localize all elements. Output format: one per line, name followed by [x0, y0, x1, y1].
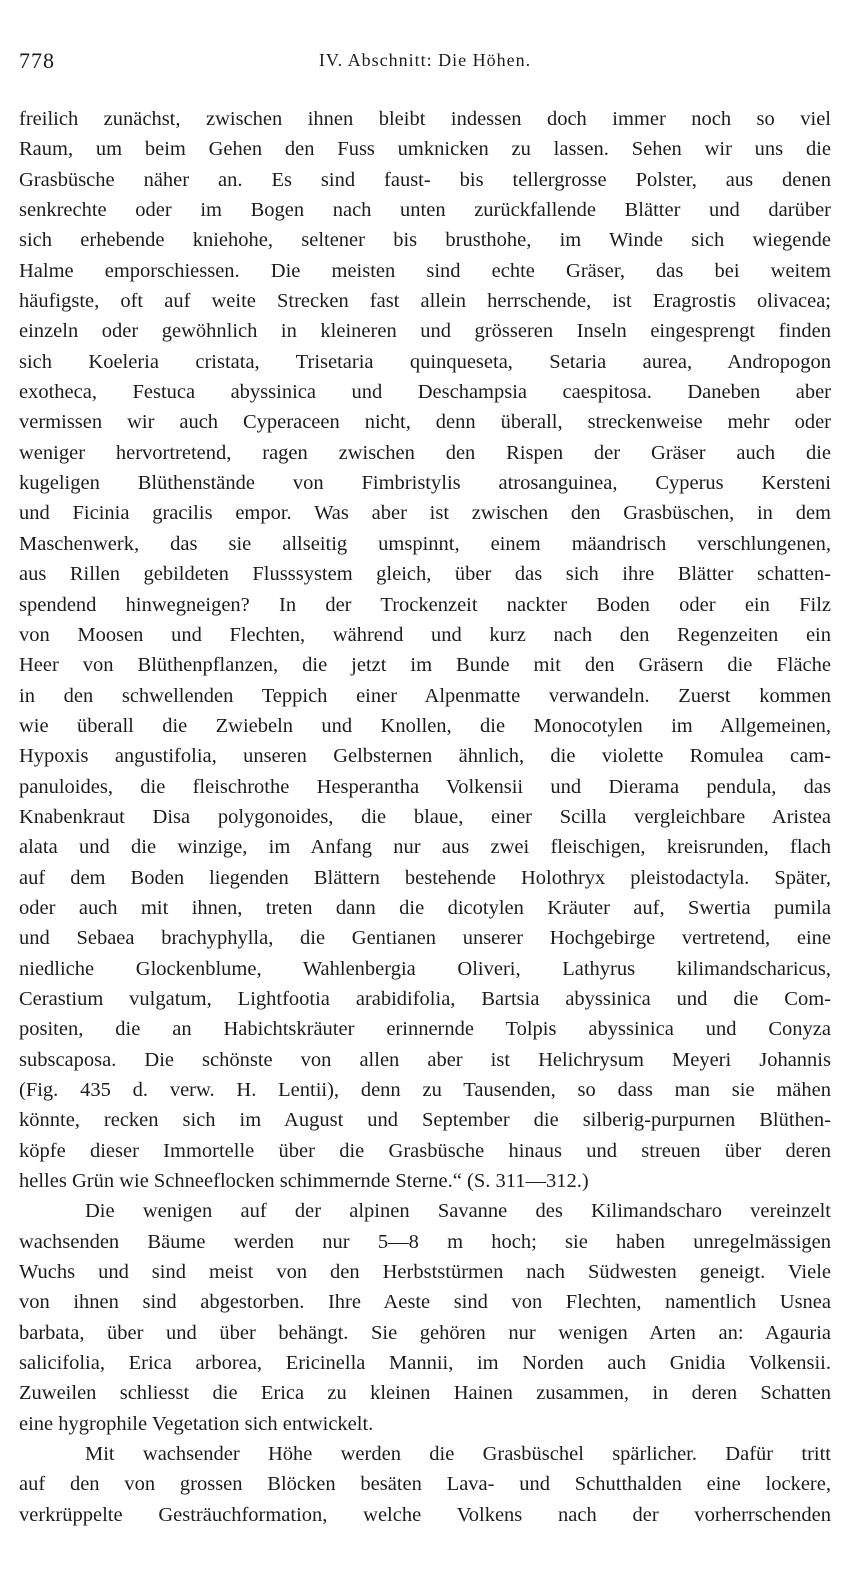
text-line: Halme emporschiessen. Die meisten sind echte Gräser, das bei weitem — [19, 259, 831, 282]
text-line: Wuchs und sind meist von den Herbststürmen nach Südwesten geneigt. Viele — [19, 1261, 831, 1284]
text-line: Heer von Blüthenpflanzen, die jetzt im Bunde mit den Gräsern die Fläche — [19, 654, 831, 677]
text-line: Die wenigen auf der alpinen Savanne des Kilimandscharo vereinzelt — [85, 1200, 831, 1223]
text-line: vermissen wir auch Cyperaceen nicht, denn überall, streckenweise mehr oder — [19, 411, 831, 434]
text-line: exotheca, Festuca abyssinica und Deschampsia caespitosa. Daneben aber — [19, 381, 831, 404]
text-line: Raum, um beim Gehen den Fuss umknicken zu lassen. Sehen wir uns die — [19, 138, 831, 161]
page-header — [19, 48, 831, 78]
text-line: alata und die winzige, im Anfang nur aus zwei fleischigen, kreisrunden, flach — [19, 836, 831, 859]
text-line: sich Koeleria cristata, Trisetaria quinqueseta, Setaria aurea, Andropogon — [19, 350, 831, 373]
text-line: einzeln oder gewöhnlich in kleineren und grösseren Inseln eingesprengt finden — [19, 320, 831, 343]
text-line: freilich zunächst, zwischen ihnen bleibt indessen doch immer noch so viel — [19, 108, 831, 130]
text-line: Cerastium vulgatum, Lightfootia arabidifolia, Bartsia abyssinica und die Com- — [19, 987, 831, 1010]
text-line: Zuweilen schliesst die Erica zu kleinen Hainen zusammen, in deren Schatten — [19, 1382, 831, 1405]
text-line: niedliche Glockenblume, Wahlenbergia Oliveri, Lathyrus kilimandscharicus, — [19, 957, 831, 980]
text-line: und Sebaea brachyphylla, die Gentianen unserer Hochgebirge vertretend, eine — [19, 927, 831, 950]
running-head: IV. Abschnitt: Die Höhen. — [318, 50, 532, 70]
text-line: Knabenkraut Disa polygonoides, die blaue, einer Scilla vergleichbare Aristea — [19, 805, 831, 828]
text-line: salicifolia, Erica arborea, Ericinella Mannii, im Norden auch Gnidia Volkensii. — [19, 1352, 831, 1375]
text-line: aus Rillen gebildeten Flusssystem gleich, über das sich ihre Blätter schatten- — [19, 563, 831, 586]
text-line: kugeligen Blüthenstände von Fimbristylis atrosanguinea, Cyperus Kersteni — [19, 472, 831, 495]
text-line: Maschenwerk, das sie allseitig umspinnt, einem mäandrisch verschlungenen, — [19, 532, 831, 555]
text-line: und Ficinia gracilis empor. Was aber ist zwischen den Grasbüschen, in dem — [19, 502, 831, 525]
text-line: oder auch mit ihnen, treten dann die dicotylen Kräuter auf, Swertia pumila — [19, 896, 831, 919]
text-line: positen, die an Habichtskräuter erinnernde Tolpis abyssinica und Conyza — [19, 1018, 831, 1041]
text-line: spendend hinwegneigen? In der Trockenzeit nackter Boden oder ein Filz — [19, 593, 831, 616]
text-line: könnte, recken sich im August und September die silberig-purpurnen Blüthen- — [19, 1109, 831, 1132]
text-line: häufigste, oft auf weite Strecken fast allein herrschende, ist Eragrostis olivacea; — [19, 290, 831, 313]
text-line: von Moosen und Flechten, während und kurz nach den Regenzeiten ein — [19, 623, 831, 646]
text-line: in den schwellenden Teppich einer Alpenmatte verwandeln. Zuerst kommen — [19, 684, 831, 707]
text-line: auf dem Boden liegenden Blättern bestehende Holothryx pleistodactyla. Später, — [19, 866, 831, 889]
text-line: wie überall die Zwiebeln und Knollen, die Monocotylen im Allgemeinen, — [19, 714, 831, 737]
text-line: Mit wachsender Höhe werden die Grasbüschel spärlicher. Dafür tritt — [85, 1443, 831, 1466]
text-line: senkrechte oder im Bogen nach unten zurückfallende Blätter und darüber — [19, 199, 831, 222]
text-line: weniger hervortretend, ragen zwischen den Rispen der Gräser auch die — [19, 441, 831, 464]
text-line: eine hygrophile Vegetation sich entwickelt. — [19, 1412, 374, 1435]
text-line: helles Grün wie Schneeflocken schimmernde Sterne.“ (S. 311—312.) — [19, 1170, 589, 1193]
text-line: köpfe dieser Immortelle über die Grasbüsche hinaus und streuen über deren — [19, 1139, 831, 1162]
text-line: verkrüppelte Gesträuchformation, welche Volkens nach der vorherrschenden — [19, 1503, 831, 1526]
body-text — [19, 104, 831, 1530]
text-line: auf den von grossen Blöcken besäten Lava- und Schutthalden eine lockere, — [19, 1473, 831, 1496]
text-line: Hypoxis angustifolia, unseren Gelbsternen ähnlich, die violette Romulea cam- — [19, 745, 831, 768]
text-line: (Fig. 435 d. verw. H. Lentii), denn zu Tausenden, so dass man sie mähen — [19, 1079, 831, 1101]
page-number: 778 — [19, 48, 55, 73]
text-line: Grasbüsche näher an. Es sind faust- bis tellergrosse Polster, aus denen — [19, 168, 831, 191]
text-line: panuloides, die fleischrothe Hesperantha Volkensii und Dierama pendula, das — [19, 775, 831, 798]
text-line: barbata, über und über behängt. Sie gehören nur wenigen Arten an: Agauria — [19, 1321, 831, 1344]
text-line: subscaposa. Die schönste von allen aber ist Helichrysum Meyeri Johannis — [19, 1048, 831, 1071]
text-line: von ihnen sind abgestorben. Ihre Aeste sind von Flechten, namentlich Usnea — [19, 1291, 831, 1314]
text-line: wachsenden Bäume werden nur 5—8 m hoch; sie haben unregelmässigen — [19, 1230, 831, 1253]
text-line: sich erhebende kniehohe, seltener bis brusthohe, im Winde sich wiegende — [19, 229, 831, 252]
